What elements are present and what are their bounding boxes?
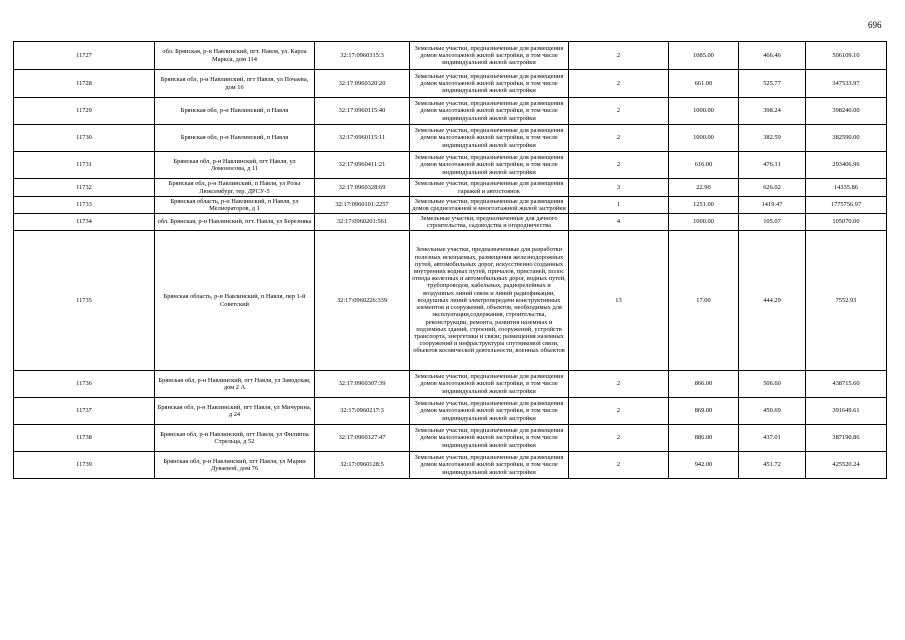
cadastral-cost-cell: 14335.86 bbox=[806, 179, 887, 197]
address-cell: Брянская обл, р-н Навлинский, пгт Навля, ул Филиппа Стрельца, д 52 bbox=[155, 425, 315, 452]
table-row bbox=[14, 371, 887, 398]
row-number: 11729 bbox=[14, 98, 155, 125]
page-number: 696 bbox=[868, 20, 882, 30]
cadastral-number-cell: 32:17:0960127:47 bbox=[315, 425, 410, 452]
group-cell: 2 bbox=[569, 452, 669, 479]
address-cell: Брянская область, р-н Навлинский, п Навля, ул Мелиораторов, д 1 bbox=[155, 197, 315, 214]
cadastral-cost-cell: 506109.10 bbox=[806, 42, 887, 70]
cadastral-number-cell: 32:17:0960115:11 bbox=[315, 125, 410, 152]
specific-value-cell: 382.59 bbox=[739, 125, 806, 152]
row-number: 11739 bbox=[14, 452, 155, 479]
address-cell: Брянская обл, р-н Навлинский, пгт Навля, ул Ломоносова, д 11 bbox=[155, 152, 315, 179]
address-cell: Брянская обл, р-н Навлинский, пгт Навля, ул Мичурина, д 24 bbox=[155, 398, 315, 425]
row-number: 11736 bbox=[14, 371, 155, 398]
table-row bbox=[14, 231, 887, 371]
group-cell: 2 bbox=[569, 125, 669, 152]
cadastral-number-cell: 32:17:0960226:339 bbox=[315, 231, 410, 371]
cadastral-number-cell: 32:17:0960217:3 bbox=[315, 398, 410, 425]
address-cell: Брянская обл, р-н Навлинский, пгт Навля, ул Марии Дуваевой, дом 76 bbox=[155, 452, 315, 479]
table-row bbox=[14, 152, 887, 179]
land-purpose-cell: Земельные участки, предназначенные для размещения домов малоэтажной жилой застройки, в том числе индивидуальной жилой застройки bbox=[410, 152, 569, 179]
area-cell: 866.00 bbox=[669, 371, 739, 398]
land-purpose-cell: Земельные участки, предназначенные для размещения домов малоэтажной жилой застройки, в том числе индивидуальной жилой застройки bbox=[410, 42, 569, 70]
cadastral-number-cell: 32:17:0960115:40 bbox=[315, 98, 410, 125]
group-cell: 13 bbox=[569, 231, 669, 371]
row-number: 11735 bbox=[14, 231, 155, 371]
area-cell: 1085.00 bbox=[669, 42, 739, 70]
area-cell: 1000.00 bbox=[669, 214, 739, 231]
row-number: 11734 bbox=[14, 214, 155, 231]
land-purpose-cell: Земельные участки, предназначенные для разработки полезных ископаемых, размещения железнодорожных путей, автомобильных дорог, искусственно созданных внутренних водных путей, причалов, пристаней, полос отвода железных и автомобильных дорог, водных путей, трубопроводов, кабельных, радиорелейных и воздушных линий связи и линий радиофикации, воздушных линий электропередачи конструктивных элементов и сооружений, объектов, необходимых для эксплуатации,содержания, строительства, реконструкции, ремонта, развития наземных и подземных зданий, строений, сооружений, устройств транспорта, энергетики и связи; размещения наземных сооружений и инфраструктуры спутниковой связи, объектов космической деятельности, военных объектов bbox=[410, 231, 569, 371]
row-number: 11732 bbox=[14, 179, 155, 197]
group-cell: 2 bbox=[569, 42, 669, 70]
cadastral-cost-cell: 293406.96 bbox=[806, 152, 887, 179]
specific-value-cell: 1419.47 bbox=[739, 197, 806, 214]
cadastral-number-cell: 32:17:0960315:3 bbox=[315, 42, 410, 70]
row-number: 11730 bbox=[14, 125, 155, 152]
area-cell: 886.00 bbox=[669, 425, 739, 452]
group-cell: 2 bbox=[569, 70, 669, 98]
cadastral-cost-cell: 438715.60 bbox=[806, 371, 887, 398]
table-row bbox=[14, 398, 887, 425]
land-purpose-cell: Земельные участки, предназначенные для размещения домов малоэтажной жилой застройки, в том числе индивидуальной жилой застройки bbox=[410, 371, 569, 398]
table-row bbox=[14, 425, 887, 452]
specific-value-cell: 476.31 bbox=[739, 152, 806, 179]
cadastral-cost-cell: 105070.00 bbox=[806, 214, 887, 231]
group-cell: 3 bbox=[569, 179, 669, 197]
area-cell: 616.00 bbox=[669, 152, 739, 179]
address-cell: Брянская обл, р-н Навлинский, пгт Навля, ул Почаева, дом 16 bbox=[155, 70, 315, 98]
cadastral-registry-table bbox=[13, 41, 887, 479]
land-purpose-cell: Земельные участки, предназначенные для размещения домов малоэтажной жилой застройки, в том числе индивидуальной жилой застройки bbox=[410, 98, 569, 125]
row-number: 11731 bbox=[14, 152, 155, 179]
specific-value-cell: 444.29 bbox=[739, 231, 806, 371]
specific-value-cell: 450.69 bbox=[739, 398, 806, 425]
cadastral-number-cell: 32:17:0960411:21 bbox=[315, 152, 410, 179]
area-cell: 942.00 bbox=[669, 452, 739, 479]
group-cell: 2 bbox=[569, 98, 669, 125]
specific-value-cell: 506.60 bbox=[739, 371, 806, 398]
address-cell: Брянская обл, р-н Навлинский, пгт Навля, ул Заводская, дом 2 А bbox=[155, 371, 315, 398]
area-cell: 1000.00 bbox=[669, 98, 739, 125]
cadastral-cost-cell: 347533.97 bbox=[806, 70, 887, 98]
cadastral-cost-cell: 425520.24 bbox=[806, 452, 887, 479]
address-cell: Брянская обл, р-н Навлинский, п Навля bbox=[155, 125, 315, 152]
group-cell: 1 bbox=[569, 197, 669, 214]
cadastral-number-cell: 32:17:0960307:39 bbox=[315, 371, 410, 398]
specific-value-cell: 437.01 bbox=[739, 425, 806, 452]
cadastral-cost-cell: 387190.86 bbox=[806, 425, 887, 452]
cadastral-cost-cell: 398240.00 bbox=[806, 98, 887, 125]
group-cell: 4 bbox=[569, 214, 669, 231]
specific-value-cell: 466.46 bbox=[739, 42, 806, 70]
cadastral-number-cell: 32:17:0960320:20 bbox=[315, 70, 410, 98]
specific-value-cell: 626.02 bbox=[739, 179, 806, 197]
area-cell: 869.00 bbox=[669, 398, 739, 425]
row-number: 11727 bbox=[14, 42, 155, 70]
land-purpose-cell: Земельные участки, предназначенные для размещения домов малоэтажной жилой застройки, в том числе индивидуальной жилой застройки bbox=[410, 452, 569, 479]
cadastral-cost-cell: 7552.93 bbox=[806, 231, 887, 371]
area-cell: 661.00 bbox=[669, 70, 739, 98]
land-purpose-cell: Земельные участки, предназначенные для размещения домов малоэтажной жилой застройки, в том числе индивидуальной жилой застройки bbox=[410, 425, 569, 452]
table-row bbox=[14, 197, 887, 214]
land-purpose-cell: Земельные участки, предназначенные для размещения гаражей и автостоянок bbox=[410, 179, 569, 197]
cadastral-number-cell: 32:17:0960201:561 bbox=[315, 214, 410, 231]
table-row bbox=[14, 98, 887, 125]
address-cell: обл. Брянская, р-н Навлинский, пгт. Навля, ул. Карла Маркса, дом 114 bbox=[155, 42, 315, 70]
table-row bbox=[14, 42, 887, 70]
table-row bbox=[14, 125, 887, 152]
area-cell: 1000.00 bbox=[669, 125, 739, 152]
cadastral-number-cell: 32:17:0960101:2257 bbox=[315, 197, 410, 214]
table-row bbox=[14, 214, 887, 231]
row-number: 11728 bbox=[14, 70, 155, 98]
land-purpose-cell: Земельные участки, предназначенные для дачного строительства, садоводства и огородничества bbox=[410, 214, 569, 231]
address-cell: Брянская область, р-н Навлинский, п Навля, пер 1-й Советский bbox=[155, 231, 315, 371]
address-cell: обл. Брянская, р-н Навлинский, пгт. Навля, ул Березняка bbox=[155, 214, 315, 231]
address-cell: Брянская обл, р-н Навлинский, п Навля bbox=[155, 98, 315, 125]
group-cell: 2 bbox=[569, 398, 669, 425]
land-purpose-cell: Земельные участки, предназначенные для размещения домов малоэтажной жилой застройки, в том числе индивидуальной жилой застройки bbox=[410, 70, 569, 98]
address-cell: Брянская обл, р-н Навлинский, п Навля, ул Розы Люксембург, тер. ДРСУ-5 bbox=[155, 179, 315, 197]
cadastral-number-cell: 32:17:0960328:69 bbox=[315, 179, 410, 197]
table-row bbox=[14, 179, 887, 197]
table-row bbox=[14, 452, 887, 479]
cadastral-cost-cell: 391649.61 bbox=[806, 398, 887, 425]
area-cell: 1251.00 bbox=[669, 197, 739, 214]
area-cell: 22.90 bbox=[669, 179, 739, 197]
land-purpose-cell: Земельные участки, предназначенные для размещения домов малоэтажной жилой застройки, в том числе индивидуальной жилой застройки bbox=[410, 398, 569, 425]
land-purpose-cell: Земельные участки, предназначенные для размещения домов среднеэтажной и многоэтажной жилой застройки bbox=[410, 197, 569, 214]
area-cell: 17.00 bbox=[669, 231, 739, 371]
table-body bbox=[14, 42, 887, 479]
land-purpose-cell: Земельные участки, предназначенные для размещения домов малоэтажной жилой застройки, в том числе индивидуальной жилой застройки bbox=[410, 125, 569, 152]
row-number: 11733 bbox=[14, 197, 155, 214]
cadastral-cost-cell: 382590.00 bbox=[806, 125, 887, 152]
group-cell: 2 bbox=[569, 371, 669, 398]
group-cell: 2 bbox=[569, 152, 669, 179]
row-number: 11738 bbox=[14, 425, 155, 452]
cadastral-cost-cell: 1775756.97 bbox=[806, 197, 887, 214]
table-row bbox=[14, 70, 887, 98]
group-cell: 2 bbox=[569, 425, 669, 452]
specific-value-cell: 451.72 bbox=[739, 452, 806, 479]
specific-value-cell: 105.07 bbox=[739, 214, 806, 231]
row-number: 11737 bbox=[14, 398, 155, 425]
specific-value-cell: 525.77 bbox=[739, 70, 806, 98]
cadastral-number-cell: 32:17:0960128:5 bbox=[315, 452, 410, 479]
specific-value-cell: 398.24 bbox=[739, 98, 806, 125]
